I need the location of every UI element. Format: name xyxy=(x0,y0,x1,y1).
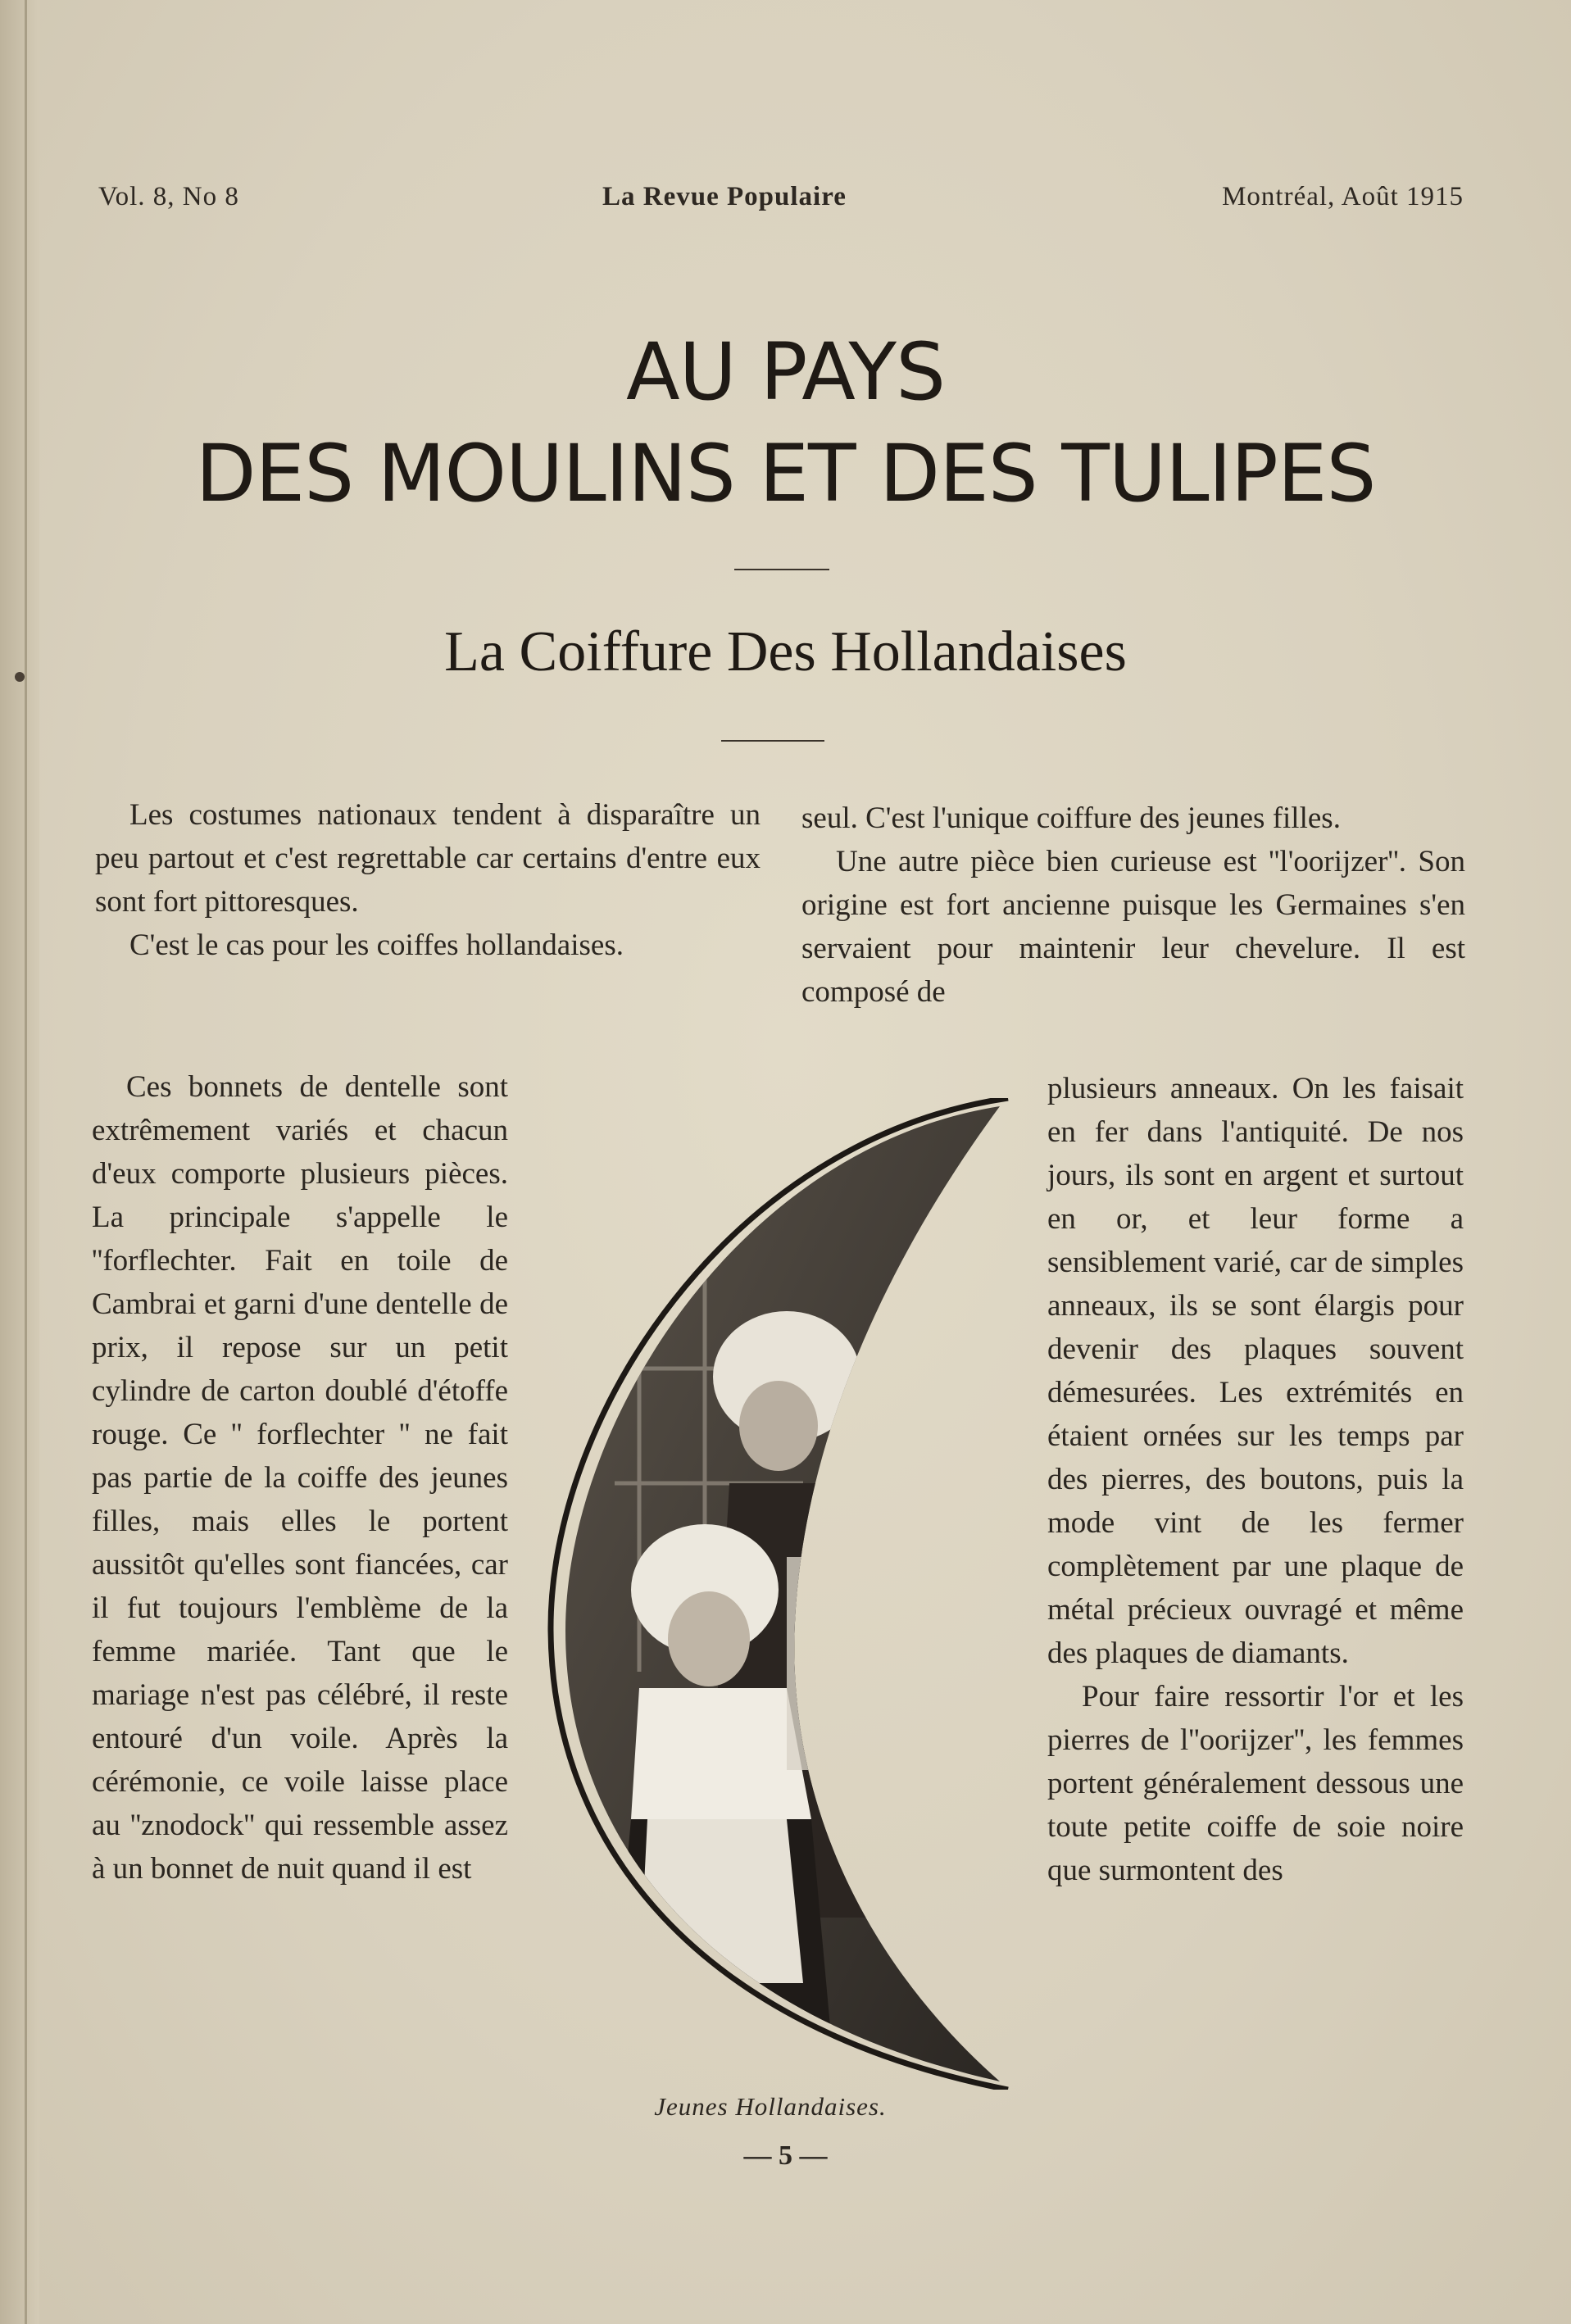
header-place-date: Montréal, Août 1915 xyxy=(1222,182,1464,211)
photo-caption: Jeunes Hollandaises. xyxy=(654,2092,887,2121)
article-title xyxy=(0,321,1571,524)
paragraph: seul. C'est l'unique coiffure des jeunes filles. xyxy=(801,801,1341,835)
paragraph: Les costumes nationaux tendent à disparaître un peu partout et c'est regrettable car certains d'entre eux sont fort pittoresques. xyxy=(95,798,761,919)
running-header xyxy=(98,182,1464,223)
paragraph: C'est le cas pour les coiffes hollandaises. xyxy=(129,928,624,962)
column-2-top xyxy=(801,797,1465,1014)
column-2-lower xyxy=(1047,1067,1464,1892)
page-number: — 5 — xyxy=(743,2140,828,2171)
column-1-lower xyxy=(92,1065,508,1891)
title-divider xyxy=(734,569,829,570)
subtitle-divider xyxy=(721,740,824,742)
photo-jeunes-hollandaises xyxy=(541,1098,1016,2090)
paragraph: Une autre pièce bien curieuse est ''l'oorijzer''. Son origine est fort ancienne puisque les Germaines s'en servaient pour maintenir leur chevelure. Il est composé de xyxy=(801,845,1465,1009)
title-line-1: AU PAYS xyxy=(626,326,945,418)
header-publication: La Revue Populaire xyxy=(602,182,847,211)
title-line-2: DES MOULINS ET DES TULIPES xyxy=(195,428,1376,520)
header-volume: Vol. 8, No 8 xyxy=(98,182,239,211)
column-1-top xyxy=(95,793,761,967)
paragraph: Pour faire ressortir l'or et les pierres de l''oorijzer'', les femmes portent généralement dessous une toute petite coiffe de soie noire que surmontent des xyxy=(1047,1680,1464,1887)
paragraph: plusieurs anneaux. On les faisait en fer dans l'antiquité. De nos jours, ils sont en argent et surtout en or, et leur forme a sensiblement varié, car de simples anneaux, ils se sont élargis pour devenir des plaques souvent démesurées. Les extrémités en étaient ornées sur les temps par des pierres, des boutons, puis la mode vint de les fermer complètement par une plaque de métal précieux ouvragé et même des plaques de diamants. xyxy=(1047,1072,1464,1670)
photo-content xyxy=(541,1098,1016,2090)
article-subtitle: La Coiffure Des Hollandaises xyxy=(444,620,1127,683)
paragraph: Ces bonnets de dentelle sont extrêmement variés et chacun d'eux comporte plusieurs pièces. La principale s'appelle le ''forflechter. Fait en toile de Cambrai et garni d'une dentelle de prix, il repose sur un petit cylindre de carton doublé d'étoffe rouge. Ce '' forflechter '' ne fait pas partie de la coiffe des jeunes filles, mais elles le portent aussitôt qu'elles sont fiancées, car il fut toujours l'emblème de la femme mariée. Tant que le mariage n'est pas célébré, il reste entouré d'un voile. Après la cérémonie, ce voile laisse place au ''znodock'' qui ressemble assez à un bonnet de nuit quand il est xyxy=(92,1070,508,1886)
